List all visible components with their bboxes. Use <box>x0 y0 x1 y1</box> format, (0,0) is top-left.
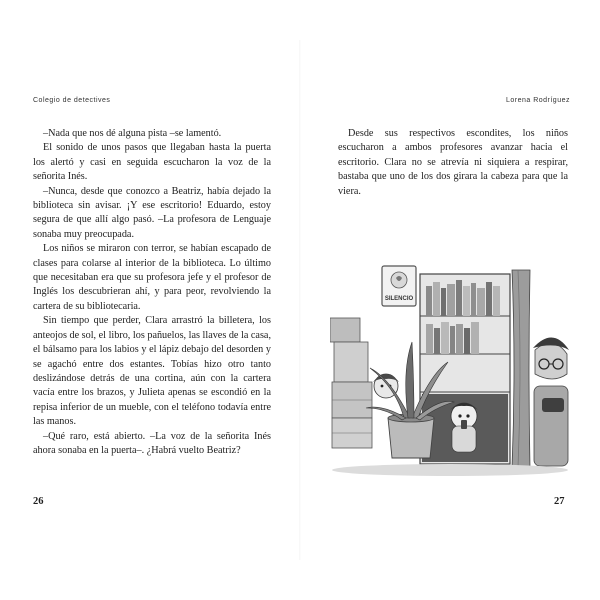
sign-label: SILENCIO <box>384 296 414 302</box>
paragraph: Desde sus respectivos escondites, los niños escucharon a ambos profesores avanzar hacia el escritorio. Clara no se atrevía ni siquiera a respirar, bastaba que uno de los dos girara la cabeza para que la viera. <box>338 128 568 197</box>
book-gutter <box>299 40 301 560</box>
left-page-text <box>33 127 271 458</box>
right-page-text <box>338 127 568 199</box>
paragraph: El sonido de unos pasos que llegaban hasta la puerta los alertó y casi en seguida escucharon la voz de la señorita Inés. <box>33 142 271 183</box>
boy-with-glasses <box>533 337 569 466</box>
page-number-left: 26 <box>33 496 44 507</box>
paragraph: –Nada que nos dé alguna pista –se lamentó. <box>43 128 222 139</box>
page-number-right: 27 <box>554 496 565 507</box>
paragraph: –Qué raro, está abierto. –La voz de la señorita Inés ahora sonaba en la puerta–. ¿Habrá vuelto Beatriz? <box>33 430 271 456</box>
running-header-left: Colegio de detectives <box>33 97 111 104</box>
paragraph: Los niños se miraron con terror, se habían escapado de clases para colarse al interior de la biblioteca. Lo último que necesitaban era que su profesora jefe y el profesor de Inglés los descubrieran ahí, y para peor, revolviendo la cartera de su bibliotecaria. <box>33 243 271 312</box>
paragraph: –Nunca, desde que conozco a Beatriz, había dejado la biblioteca sin avisar. ¡Y ese escritorio! Eduardo, estoy segura de que allí algo pasó. –La profesora de Lenguaje sonaba muy preocupada. <box>33 185 271 240</box>
library-hiding-illustration <box>330 258 570 478</box>
bookshelf <box>420 274 510 464</box>
filing-cabinet <box>330 318 372 448</box>
curtain <box>512 270 530 468</box>
running-header-right: Lorena Rodríguez <box>505 97 570 104</box>
floor-shadow <box>332 464 568 476</box>
silencio-sign <box>382 266 416 306</box>
paragraph: Sin tiempo que perder, Clara arrastró la billetera, los anteojos de sol, el libro, los pañuelos, las llaves de la casa, el bálsamo para los labios y el lápiz debajo del desorden y se agachó entre dos estantes. Tobías hizo otro tanto deslizándose detrás de una cortina, aún con la cartera vacía entre los brazos, y Julieta apenas se escondió en la repisa inferior de un mueble, con el teléfono todavía entre las manos. <box>33 315 271 428</box>
